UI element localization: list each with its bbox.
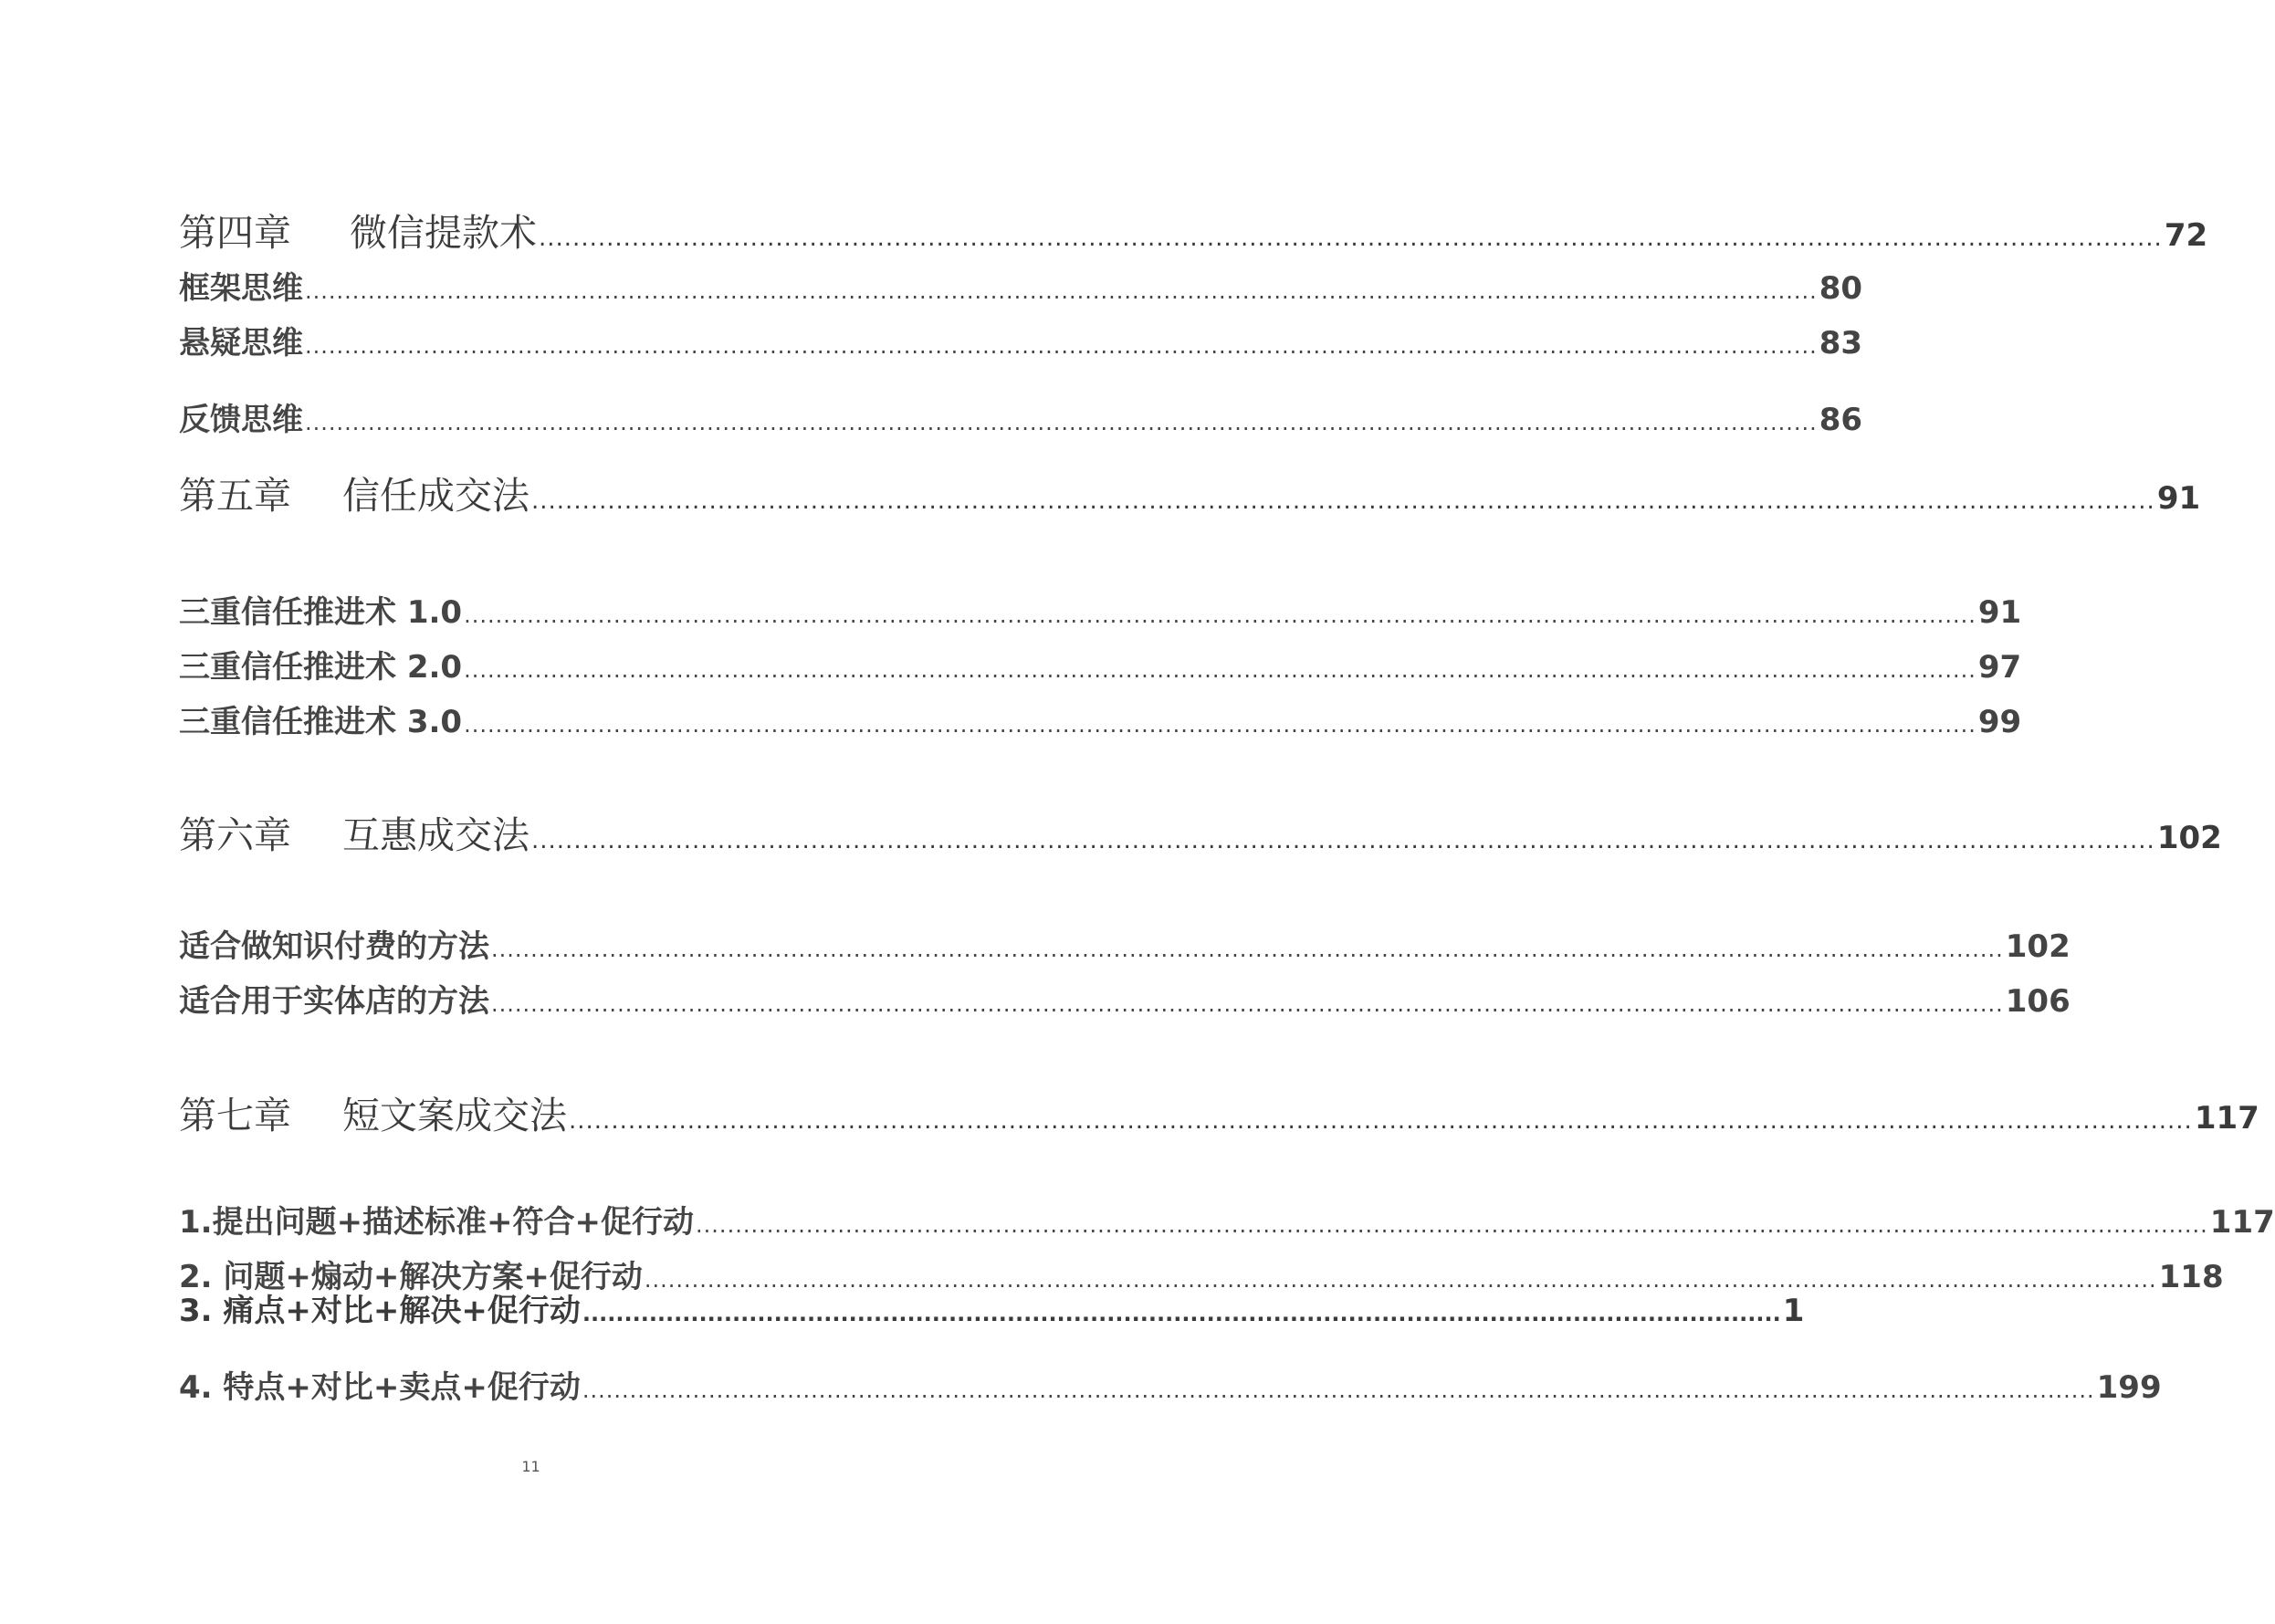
page-number: 83 <box>1819 325 1863 361</box>
dot-leader <box>305 333 1818 359</box>
section-title: 4. 特点+对比+卖点+促行动 <box>179 1369 581 1406</box>
page-number: 199 <box>2096 1369 2162 1406</box>
section-title: 反馈思维 <box>179 402 303 438</box>
section-title: 三重信任推进术 3.0 <box>179 704 463 740</box>
chapter-title: 信任成交法 <box>342 474 529 518</box>
page-number: 91 <box>2156 480 2201 517</box>
toc-section <box>179 263 1863 308</box>
chapter-number: 第六章 <box>179 813 291 857</box>
page-number: 91 <box>1977 594 2022 631</box>
chapter-title: 短文案成交法 <box>342 1094 567 1137</box>
section-title: 2. 问题+煽动+解决方案+促行动 <box>179 1259 643 1295</box>
toc-section-cut-off <box>179 1293 1805 1329</box>
toc-section <box>179 642 2022 686</box>
section-title: 1.提出问题+描述标准+符合+促行动 <box>179 1204 695 1241</box>
chapter-title: 互惠成交法 <box>342 813 529 857</box>
section-title: 三重信任推进术 1.0 <box>179 594 463 631</box>
dot-leader <box>531 827 2155 854</box>
toc-section <box>179 318 1863 362</box>
chapter-title: 微信提款术 <box>350 211 537 255</box>
section-title: 适合做知识付费的方法 <box>179 928 489 965</box>
page-number: 86 <box>1819 402 1863 438</box>
dot-leader <box>491 937 2004 962</box>
toc-section <box>179 976 2071 1021</box>
page-number: 102 <box>2156 820 2222 856</box>
section-title: 悬疑思维 <box>179 325 303 361</box>
toc-chapter-4 <box>179 203 2208 257</box>
page-number: 1 <box>1782 1293 1805 1329</box>
dot-leader <box>539 225 2163 252</box>
page-number: 117 <box>2194 1100 2259 1137</box>
chapter-number: 第七章 <box>179 1094 291 1137</box>
toc-section <box>179 1362 2162 1407</box>
page-number: 118 <box>2158 1259 2224 1295</box>
dot-leader <box>491 991 2004 1017</box>
section-title: 3. 痛点+对比+解决+促行动 <box>179 1293 581 1329</box>
section-title: 三重信任推进术 2.0 <box>179 649 463 686</box>
toc-section <box>179 1197 2275 1242</box>
dot-leader <box>305 410 1818 435</box>
toc-chapter-6 <box>179 805 2222 859</box>
toc-chapter-5 <box>179 466 2201 519</box>
section-title: 适合用于实体店的方法 <box>179 983 489 1020</box>
dot-leader <box>582 1378 2095 1403</box>
page-number: 102 <box>2005 928 2071 965</box>
page-footer-number: 11 <box>521 1458 540 1475</box>
chapter-number: 第五章 <box>179 474 291 518</box>
page-number: 106 <box>2005 983 2071 1020</box>
page-number: 99 <box>1977 704 2022 740</box>
page-number: 80 <box>1819 270 1863 307</box>
page-number: 97 <box>1977 649 2022 686</box>
toc-section <box>179 697 2022 741</box>
toc-section <box>179 921 2071 966</box>
page-number: 117 <box>2209 1204 2275 1241</box>
section-title: 框架思维 <box>179 270 303 307</box>
toc-chapter-7 <box>179 1085 2259 1139</box>
dot-leader <box>464 712 1976 738</box>
toc-section <box>179 587 2022 632</box>
dot-leader <box>696 1212 2208 1238</box>
toc-section <box>179 394 1863 439</box>
chapter-number: 第四章 <box>179 211 291 255</box>
dot-leader <box>464 657 1976 683</box>
dot-leader <box>582 1301 1781 1326</box>
dot-leader <box>569 1107 2193 1135</box>
page-number: 72 <box>2164 217 2208 254</box>
dot-leader <box>531 487 2155 515</box>
dot-leader <box>464 602 1976 628</box>
dot-leader <box>305 278 1818 304</box>
